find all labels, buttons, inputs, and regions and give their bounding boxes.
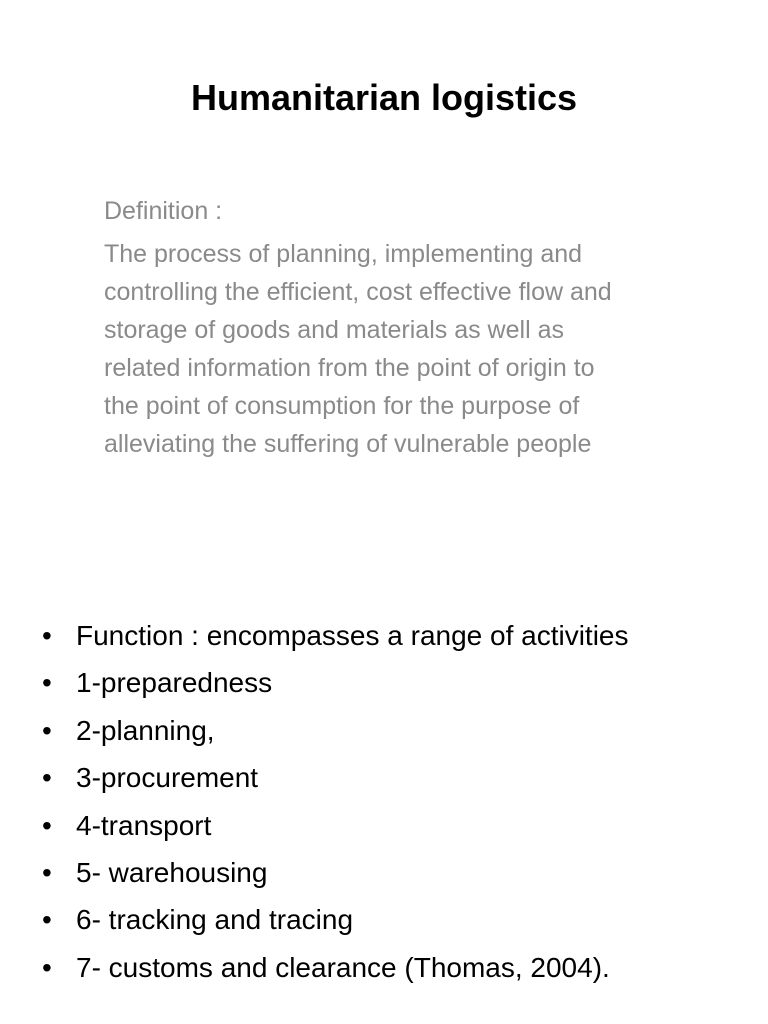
list-item — [42, 612, 742, 659]
list-item-text: 4-transport — [76, 809, 212, 841]
definition-text: The process of planning, implementing and controlling the efficient, cost effective flow and storage of goods and materials as well as related information from the point of origin to the point of consumption for the purpose of alleviating the suffering of vulnerable people — [104, 240, 612, 458]
bullet-icon: • — [42, 667, 52, 699]
list-item — [42, 896, 742, 943]
functions-list — [42, 612, 742, 991]
bullet-icon: • — [42, 904, 52, 936]
list-item — [42, 944, 742, 991]
list-item-text: Function : encompasses a range of activities — [76, 620, 629, 651]
list-item-text: 2-planning, — [76, 714, 215, 746]
bullet-icon: • — [42, 951, 52, 983]
list-item-text: 1-preparedness — [76, 667, 273, 699]
list-item — [42, 849, 742, 896]
definition-label: Definition : — [104, 197, 223, 225]
list-item — [42, 754, 742, 801]
bullet-icon: • — [42, 714, 52, 746]
list-item-text: 7- customs and clearance (Thomas, 2004). — [76, 951, 610, 983]
list-item — [42, 802, 742, 849]
list-item — [42, 659, 742, 706]
bullet-icon: • — [42, 857, 52, 889]
bullet-icon: • — [42, 620, 52, 651]
list-item — [42, 707, 742, 754]
definition-block — [104, 192, 624, 463]
list-item-text: 5- warehousing — [76, 857, 268, 889]
list-item-text: 6- tracking and tracing — [76, 904, 354, 936]
bullet-icon: • — [42, 809, 52, 841]
bullet-icon: • — [42, 762, 52, 794]
list-item-text: 3-procurement — [76, 762, 259, 794]
slide-title: Humanitarian logistics — [190, 77, 578, 118]
